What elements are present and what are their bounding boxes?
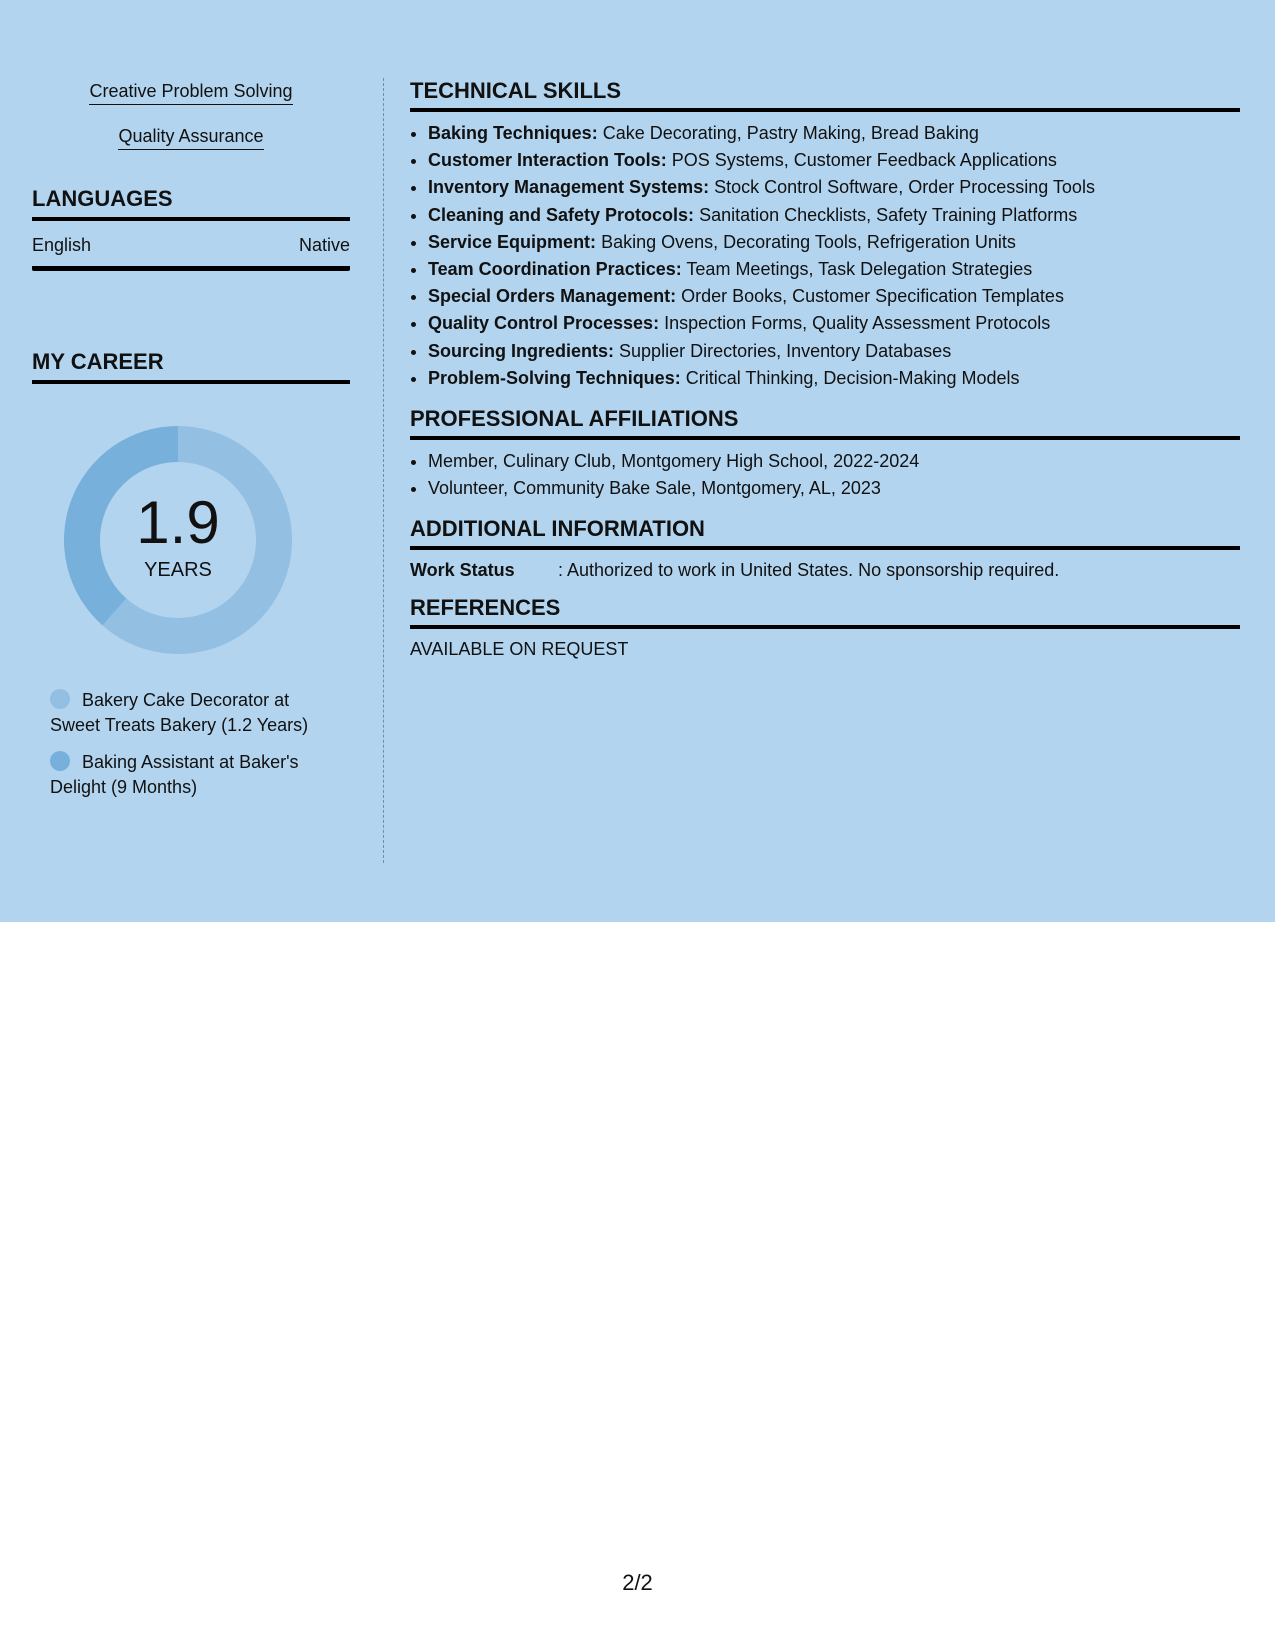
affiliations-heading: PROFESSIONAL AFFILIATIONS xyxy=(410,406,1240,440)
main-content xyxy=(410,78,1240,674)
skill-tags xyxy=(32,78,350,150)
skill-category: Cleaning and Safety Protocols: xyxy=(428,204,695,225)
skill-category: Customer Interaction Tools: xyxy=(428,150,667,171)
legend-label: Baking Assistant at Baker's Delight (9 Months) xyxy=(50,752,299,797)
technical-skill-item xyxy=(428,147,1240,174)
references-heading: REFERENCES xyxy=(410,595,1240,629)
skill-category: Inventory Management Systems: xyxy=(428,177,710,198)
list-item: • Volunteer, Community Bake Sale, Montgomery, AL, 2023 xyxy=(428,475,1240,502)
technical-skill-item xyxy=(428,202,1240,229)
technical-skill-item xyxy=(428,365,1240,392)
references-section xyxy=(410,595,1240,660)
technical-skills-list xyxy=(410,120,1240,392)
technical-skill-item xyxy=(428,310,1240,337)
skill-details: Critical Thinking, Decision-Making Models xyxy=(685,367,1020,388)
affiliations-list xyxy=(410,448,1240,502)
skill-details: POS Systems, Customer Feedback Applications xyxy=(671,150,1057,171)
technical-skill-item xyxy=(428,120,1240,147)
legend-dot-icon xyxy=(50,689,70,709)
career-donut-chart xyxy=(64,426,292,654)
work-status-value: : Authorized to work in United States. No sponsorship required. xyxy=(558,560,1060,581)
additional-info-heading: ADDITIONAL INFORMATION xyxy=(410,516,1240,550)
skill-tag: Quality Assurance xyxy=(118,123,263,150)
legend-label: Bakery Cake Decorator at Sweet Treats Bakery (1.2 Years) xyxy=(50,690,309,735)
career-total-value: 1.9 xyxy=(136,488,220,556)
list-item: • Member, Culinary Club, Montgomery High School, 2022-2024 xyxy=(428,448,1240,475)
career-total-unit: YEARS xyxy=(144,558,212,581)
affiliations-section xyxy=(410,406,1240,502)
donut-center xyxy=(64,426,292,654)
skill-category: Team Coordination Practices: xyxy=(428,259,682,280)
skill-details: Sanitation Checklists, Safety Training Platforms xyxy=(699,204,1078,225)
skill-category: Quality Control Processes: xyxy=(428,313,660,334)
legend-dot-icon xyxy=(50,751,70,771)
language-level: Native xyxy=(298,235,350,255)
skill-details: Team Meetings, Task Delegation Strategies xyxy=(686,259,1033,280)
work-status-label: Work Status xyxy=(410,560,515,581)
skill-details: Stock Control Software, Order Processing Tools xyxy=(714,177,1095,198)
legend-item xyxy=(50,750,340,800)
skill-tag: Creative Problem Solving xyxy=(89,78,292,105)
additional-info-section xyxy=(410,516,1240,581)
work-status-row xyxy=(410,560,1240,581)
skill-category: Problem-Solving Techniques: xyxy=(428,367,681,388)
skill-category: Baking Techniques: xyxy=(428,123,598,143)
skill-details: Supplier Directories, Inventory Databases xyxy=(619,340,952,361)
language-row xyxy=(32,221,350,271)
page-number: 2/2 xyxy=(622,1570,653,1595)
skill-details: Inspection Forms, Quality Assessment Protocols xyxy=(664,313,1051,334)
technical-skill-item xyxy=(428,283,1240,310)
skill-category: Sourcing Ingredients: xyxy=(428,340,615,361)
career-legend xyxy=(50,688,340,800)
career-heading: MY CAREER xyxy=(32,349,350,384)
technical-skill-item xyxy=(428,256,1240,283)
legend-item xyxy=(50,688,340,738)
skill-details: Baking Ovens, Decorating Tools, Refrigeration Units xyxy=(601,231,1016,252)
skill-category: Service Equipment: xyxy=(428,231,597,252)
skill-category: Special Orders Management: xyxy=(428,286,677,307)
technical-skills-heading: TECHNICAL SKILLS xyxy=(410,78,1240,112)
skill-details: Cake Decorating, Pastry Making, Bread Baking xyxy=(602,123,979,143)
technical-skills-section xyxy=(410,78,1240,392)
language-name: English xyxy=(32,235,92,255)
sidebar xyxy=(32,78,350,812)
technical-skill-item xyxy=(428,338,1240,365)
languages-heading: LANGUAGES xyxy=(32,186,350,221)
technical-skill-item xyxy=(428,229,1240,256)
skill-details: Order Books, Customer Specification Templates xyxy=(681,286,1064,307)
column-divider xyxy=(383,78,384,863)
references-text: AVAILABLE ON REQUEST xyxy=(410,639,629,660)
technical-skill-item xyxy=(428,174,1240,201)
